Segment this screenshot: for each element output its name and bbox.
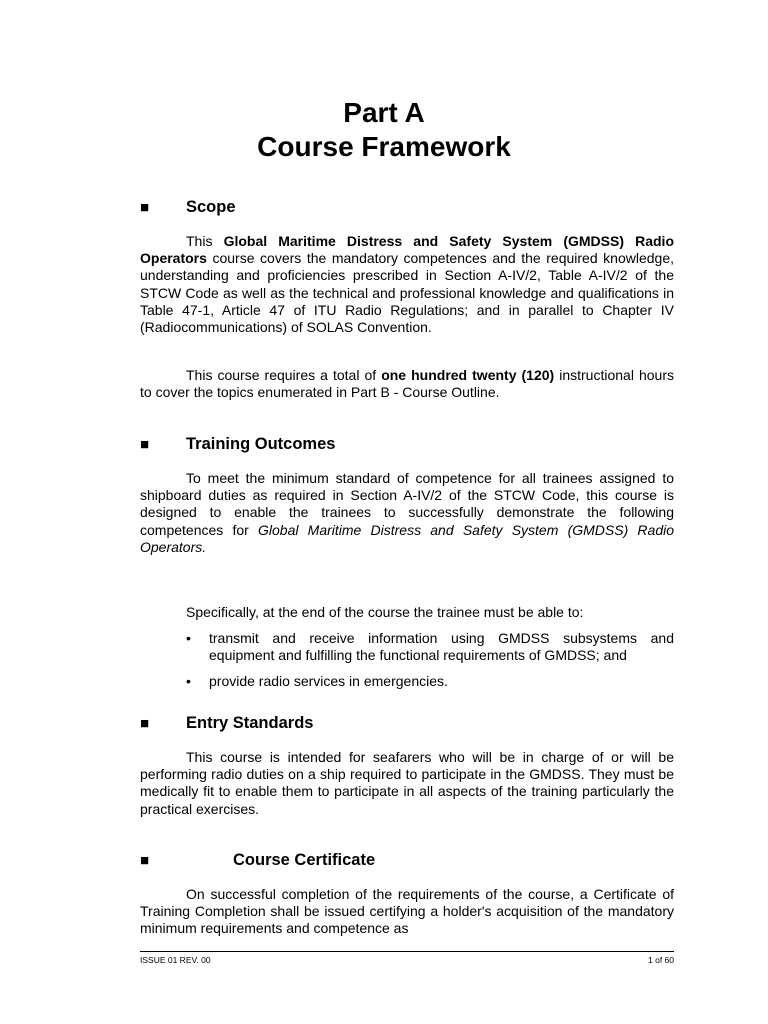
section-heading-training-outcomes [140,434,335,455]
page-title-part: Part A [343,97,425,128]
section-heading-entry-standards [140,713,313,734]
section-title: Training Outcomes [186,435,336,453]
section-heading-course-certificate [140,850,375,871]
specifically-text: Specifically, at the end of the course the trainee must be able to: [186,604,584,620]
list-item: • provide radio services in emergencies. [186,673,448,690]
bullet-dot-icon: • [186,673,191,690]
section-title: Scope [186,198,236,216]
training-outcomes-paragraph: To meet the minimum standard of competence for all trainees assigned to shipboard duties as required in Section A-IV/2 of the STCW Code, this course is designed to enable the trainees to successfully demonstrate the following competences for Global Maritime Distress and Safety System (GMDSS) Radio Operators. [140,470,675,555]
footer-page-number: 1 of 60 [648,955,674,965]
course-certificate-paragraph: On successful completion of the requirements of the course, a Certificate of Training Completion shall be issued certifying a holder's acquisition of the mandatory minimum requirements and competence as [140,886,674,937]
section-title: Course Certificate [233,851,376,869]
scope-paragraph-2: This course requires a total of one hundred twenty (120) instructional hours to cover the topics enumerated in Part B - Course Outline. [140,367,674,401]
page-title-main: Course Framework [257,131,511,162]
section-heading-scope [140,197,236,218]
bullet-dot-icon: • [186,630,191,646]
square-bullet-icon: ■ [140,199,150,216]
footer-issue: ISSUE 01 REV. 00 [140,955,211,965]
outcomes-list [186,630,674,691]
scope-paragraph-1: This Global Maritime Distress and Safety System (GMDSS) Radio Operators course covers the mandatory competences and the required knowledge, understanding and proficiencies prescribed in Section A-IV/2, Table A-IV/2 of the STCW Code as well as the technical and professional knowledge and qualifications in Table 47-1, Article 47 of ITU Radio Regulations; and in parallel to Chapter IV (Radiocommunications) of SOLAS Convention. [140,233,674,336]
footer-divider [140,951,674,952]
square-bullet-icon: ■ [140,715,150,732]
square-bullet-icon: ■ [140,436,150,453]
square-bullet-icon: ■ [140,852,150,869]
entry-standards-paragraph: This course is intended for seafarers who will be in charge of or will be performing radio duties on a ship required to participate in the GMDSS. They must be medically fit to enable them to participate in all aspects of the training particularly the practical exercises. [140,749,674,817]
list-item: • transmit and receive information using GMDSS subsystems and equipment and fulfilling the functional requirements of GMDSS; and [186,630,674,664]
section-title: Entry Standards [186,714,314,732]
